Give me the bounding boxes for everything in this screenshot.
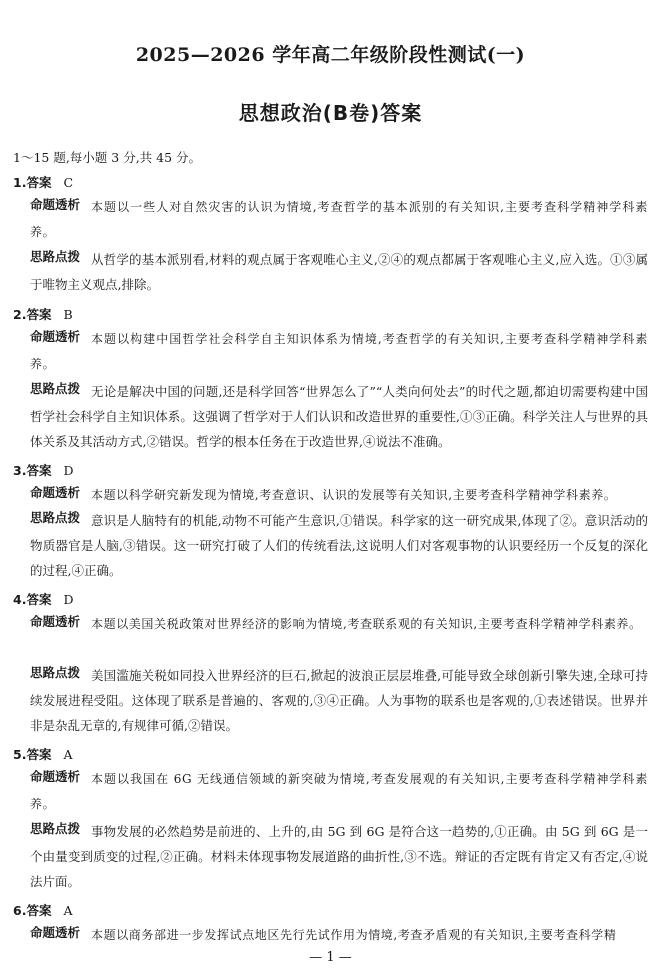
- answer-heading-4: [13, 590, 74, 608]
- touxi-label: 命题透析: [30, 769, 81, 784]
- answer-heading-2: [13, 305, 73, 323]
- answer-value: A: [63, 903, 73, 918]
- touxi-block-5: [30, 767, 648, 817]
- page-number: — 1 —: [309, 950, 352, 965]
- touxi-label: 命题透析: [30, 485, 81, 500]
- touxi-block-4: [30, 612, 648, 637]
- touxi-label: 命题透析: [30, 925, 81, 940]
- answer-value: A: [63, 747, 73, 762]
- document-title: 思想政治(B卷)答案: [238, 101, 423, 125]
- dianbo-text: 无论是解决中国的问题,还是科学回答“世界怎么了”“人类向何处去”的时代之题,都迫切需要构建中国哲学社会科学自主知识体系。这强调了哲学对于人们认识和改造世界的重要性,①③正确。科学关注人与世界的具体关系及其活动方式,②错误。哲学的根本任务在于改造世界,④说法不准确。: [30, 384, 648, 449]
- touxi-label: 命题透析: [30, 614, 81, 629]
- dianbo-block-1: [30, 247, 648, 297]
- answer-label: 答案: [26, 903, 52, 918]
- answer-value: D: [63, 592, 74, 607]
- item-number: 4.: [13, 592, 27, 607]
- dianbo-label: 思路点拨: [30, 381, 81, 396]
- answer-value: D: [63, 463, 74, 478]
- answer-heading-3: [13, 461, 74, 479]
- answer-value: B: [63, 307, 73, 322]
- item-number: 3.: [13, 463, 27, 478]
- dianbo-block-4: [30, 663, 648, 738]
- dianbo-block-2: [30, 379, 648, 454]
- answer-label: 答案: [26, 175, 52, 190]
- dianbo-label: 思路点拨: [30, 665, 81, 680]
- answer-value: C: [63, 175, 74, 190]
- touxi-text: 本题以一些人对自然灾害的认识为情境,考查哲学的基本派别的有关知识,主要考查科学精神学科素养。: [30, 200, 648, 239]
- item-number: 5.: [13, 747, 27, 762]
- item-number: 2.: [13, 307, 27, 322]
- touxi-block-2: [30, 327, 648, 377]
- item-number: 6.: [13, 903, 27, 918]
- touxi-block-1: [30, 195, 648, 245]
- touxi-block-3: [30, 483, 648, 508]
- dianbo-text: 事物发展的必然趋势是前进的、上升的,由 5G 到 6G 是符合这一趋势的,①正确。由 5G 到 6G 是一个由量变到质变的过程,②正确。材料未体现事物发展道路的曲折性,③不选。辩证的否定既有肯定又有否定,④说法片面。: [30, 824, 648, 889]
- touxi-text: 本题以我国在 6G 无线通信领域的新突破为情境,考查发展观的有关知识,主要考查科学精神学科素养。: [30, 772, 648, 811]
- dianbo-label: 思路点拨: [30, 510, 81, 525]
- touxi-text: 本题以构建中国哲学社会科学自主知识体系为情境,考查哲学的有关知识,主要考查科学精神学科素养。: [30, 332, 648, 371]
- answer-heading-5: [13, 745, 73, 763]
- dianbo-label: 思路点拨: [30, 821, 81, 836]
- item-number: 1.: [13, 175, 27, 190]
- touxi-text: 本题以商务部进一步发挥试点地区先行先试作用为情境,考查矛盾观的有关知识,主要考查科学精: [91, 928, 617, 942]
- answer-label: 答案: [26, 463, 52, 478]
- touxi-text: 本题以美国关税政策对世界经济的影响为情境,考查联系观的有关知识,主要考查科学精神学科素养。: [91, 617, 642, 631]
- instructions: 1～15 题,每小题 3 分,共 45 分。: [13, 150, 202, 165]
- touxi-label: 命题透析: [30, 329, 81, 344]
- dianbo-block-5: [30, 819, 648, 894]
- dianbo-block-3: [30, 508, 648, 583]
- dianbo-label: 思路点拨: [30, 249, 81, 264]
- dianbo-text: 从哲学的基本派别看,材料的观点属于客观唯心主义,②④的观点都属于客观唯心主义,应入选。①③属于唯物主义观点,排除。: [30, 252, 648, 292]
- answer-heading-6: [13, 901, 73, 919]
- exam-header-title: 2025—2026 学年高二年级阶段性测试(一): [135, 44, 526, 66]
- answer-heading-1: [13, 173, 73, 191]
- touxi-block-6: [30, 923, 648, 948]
- dianbo-text: 意识是人脑特有的机能,动物不可能产生意识,①错误。科学家的这一研究成果,体现了②。意识活动的物质器官是人脑,③错误。这一研究打破了人们的传统看法,这说明人们对客观事物的认识要经历一个反复的深化的过程,④正确。: [30, 513, 648, 578]
- answer-label: 答案: [26, 307, 52, 322]
- dianbo-text: 美国滥施关税如同投入世界经济的巨石,掀起的波浪正层层堆叠,可能导致全球创新引擎失速,全球可持续发展进程受阻。这体现了联系是普遍的、客观的,③④正确。人为事物的联系也是客观的,①表述错误。世界并非是杂乱无章的,有规律可循,②错误。: [30, 668, 648, 733]
- answer-label: 答案: [26, 592, 52, 607]
- answer-label: 答案: [26, 747, 52, 762]
- touxi-label: 命题透析: [30, 197, 81, 212]
- touxi-text: 本题以科学研究新发现为情境,考查意识、认识的发展等有关知识,主要考查科学精神学科素养。: [91, 488, 617, 502]
